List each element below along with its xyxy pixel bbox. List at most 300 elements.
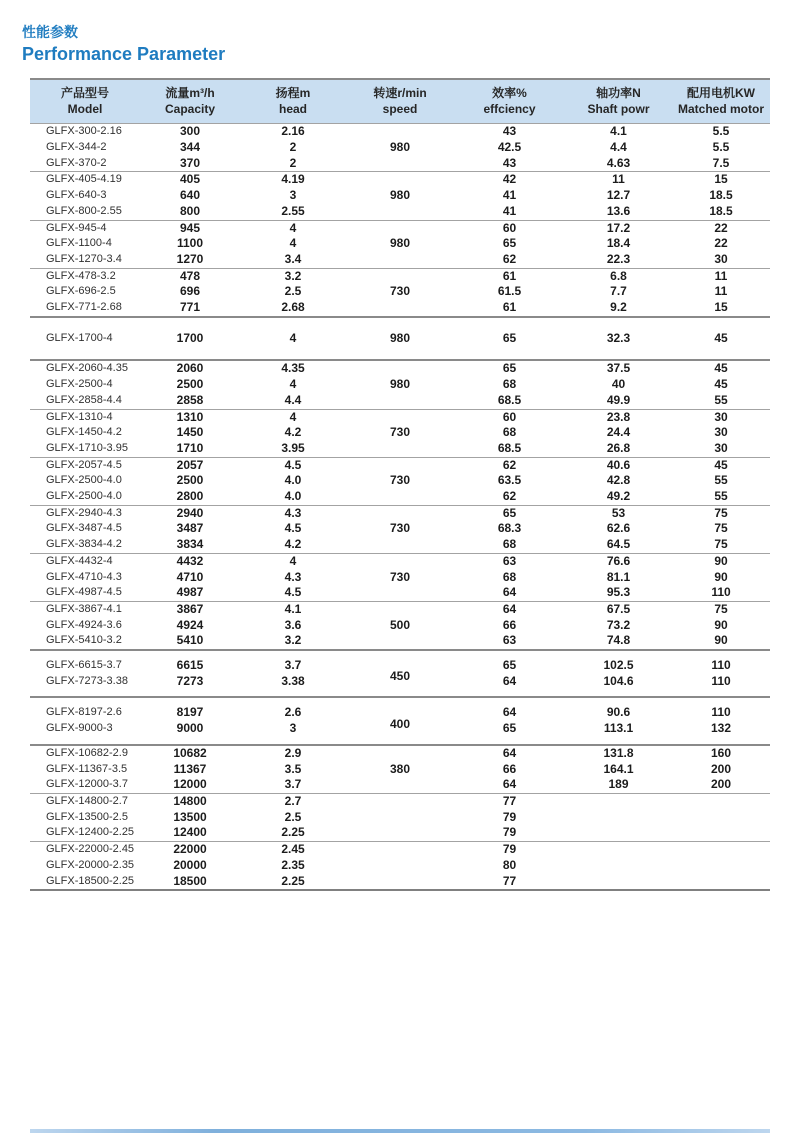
shaft-power-cell: 17.2	[606, 220, 631, 235]
model-cell: GLFX-4987-4.5	[46, 586, 122, 599]
head-cell: 3.7	[284, 777, 302, 792]
model-cell: GLFX-2940-4.3	[46, 506, 122, 519]
header-row	[30, 79, 770, 124]
model-group	[30, 842, 770, 891]
head-cell: 2.5	[284, 284, 302, 299]
model-cell: GLFX-1270-3.4	[46, 252, 122, 265]
table-row	[30, 360, 770, 377]
capacity-cell: 3834	[176, 537, 204, 552]
shaft-power-cell: 4.4	[610, 139, 627, 154]
motor-cell: 90	[714, 553, 728, 568]
shaft-power-cell: 81.1	[606, 569, 631, 584]
capacity-cell: 1100	[176, 236, 204, 251]
table-row	[30, 553, 770, 569]
model-group	[30, 317, 770, 361]
shaft-power-cell: 49.2	[606, 489, 631, 504]
capacity-cell: 771	[179, 300, 201, 315]
speed-cell: 500	[389, 617, 411, 632]
capacity-cell: 3867	[176, 601, 204, 616]
efficiency-cell: 65	[502, 721, 517, 736]
head-cell: 4.0	[284, 489, 302, 504]
head-cell: 2	[289, 139, 297, 154]
head-cell: 4.35	[281, 361, 305, 376]
model-cell: GLFX-5410-3.2	[46, 634, 122, 647]
motor-cell: 110	[711, 673, 731, 688]
model-cell: GLFX-478-3.2	[46, 269, 116, 282]
page-title-zh: 性能参数	[22, 24, 78, 40]
shaft-power-cell: 22.3	[606, 251, 631, 266]
table-row	[30, 697, 770, 721]
motor-cell	[672, 825, 770, 841]
efficiency-cell: 61	[502, 300, 517, 315]
head-cell: 4.4	[284, 392, 302, 407]
shaft-power-cell: 4.1	[610, 124, 627, 139]
capacity-cell: 14800	[173, 794, 207, 808]
efficiency-cell: 79	[502, 825, 517, 840]
capacity-cell: 370	[179, 155, 201, 170]
motor-cell: 75	[714, 521, 728, 536]
model-cell: GLFX-1700-4	[46, 331, 113, 344]
model-group	[30, 505, 770, 553]
speed-cell: 980	[389, 377, 411, 392]
model-cell: GLFX-370-2	[46, 156, 107, 169]
efficiency-cell: 62	[502, 457, 517, 472]
efficiency-cell: 65	[502, 505, 517, 520]
efficiency-cell: 68	[502, 377, 517, 392]
table-row	[30, 220, 770, 236]
model-cell: GLFX-800-2.55	[46, 204, 122, 217]
model-cell: GLFX-2057-4.5	[46, 458, 122, 471]
capacity-cell: 1270	[176, 251, 204, 266]
head-cell: 2.7	[284, 794, 302, 808]
shaft-power-cell: 24.4	[606, 425, 631, 440]
col-header-model: 产品型号 Model	[60, 86, 109, 116]
capacity-cell: 300	[179, 124, 201, 139]
efficiency-cell: 79	[502, 842, 517, 857]
head-cell: 4	[289, 236, 297, 251]
motor-cell	[672, 874, 770, 891]
shaft-power-cell: 102.5	[603, 658, 634, 673]
shaft-power-cell: 104.6	[603, 673, 634, 688]
shaft-power-cell	[565, 874, 672, 891]
table-row	[30, 794, 770, 810]
speed-cell: 400	[389, 716, 411, 731]
motor-cell: 11	[714, 268, 728, 283]
motor-cell: 18.5	[709, 188, 733, 203]
capacity-cell: 1710	[176, 440, 204, 455]
model-cell: GLFX-2500-4.0	[46, 474, 122, 487]
table-row	[30, 745, 770, 762]
shaft-power-cell	[565, 842, 672, 858]
head-cell: 3.2	[284, 268, 302, 283]
motor-cell: 30	[714, 251, 728, 266]
model-cell: GLFX-11367-3.5	[46, 762, 128, 775]
model-cell: GLFX-4924-3.6	[46, 618, 122, 631]
shaft-power-cell: 113.1	[603, 721, 634, 736]
model-group	[30, 409, 770, 457]
efficiency-cell: 63	[502, 633, 517, 648]
efficiency-cell: 77	[502, 873, 517, 888]
efficiency-cell: 65	[502, 361, 517, 376]
shaft-power-cell: 6.8	[610, 268, 627, 283]
head-cell: 4.5	[284, 585, 302, 600]
shaft-power-cell: 74.8	[606, 633, 631, 648]
head-cell: 3.2	[284, 633, 302, 648]
shaft-power-cell: 32.3	[606, 330, 631, 345]
shaft-power-cell	[565, 810, 672, 826]
shaft-power-cell: 9.2	[610, 300, 627, 315]
model-cell: GLFX-2060-4.35	[46, 362, 128, 375]
motor-cell: 18.5	[709, 203, 733, 218]
efficiency-cell: 64	[502, 673, 517, 688]
head-cell: 4	[289, 377, 297, 392]
model-cell: GLFX-1310-4	[46, 410, 113, 423]
head-cell: 2.35	[281, 857, 305, 872]
motor-cell	[672, 810, 770, 826]
efficiency-cell: 61	[502, 268, 517, 283]
model-cell: GLFX-8197-2.6	[46, 706, 122, 719]
capacity-cell: 4987	[176, 585, 204, 600]
model-cell: GLFX-696-2.5	[46, 285, 116, 298]
head-cell: 4.1	[284, 601, 302, 616]
capacity-cell: 344	[179, 139, 201, 154]
table-row	[30, 124, 770, 140]
col-header-shaft-power: 轴功率N Shaft powr	[587, 86, 650, 116]
capacity-cell: 1450	[176, 425, 204, 440]
motor-cell: 45	[714, 330, 728, 345]
efficiency-cell: 43	[502, 124, 517, 139]
shaft-power-cell: 53	[611, 505, 626, 520]
shaft-power-cell: 67.5	[606, 601, 631, 616]
efficiency-cell: 66	[502, 617, 517, 632]
efficiency-cell: 66	[502, 761, 517, 776]
capacity-cell: 4710	[176, 569, 204, 584]
motor-cell: 110	[711, 658, 731, 673]
capacity-cell: 13500	[173, 809, 207, 824]
model-cell: GLFX-1450-4.2	[46, 426, 122, 439]
table-row	[30, 601, 770, 617]
head-cell: 2.9	[284, 745, 302, 760]
capacity-cell: 7273	[176, 673, 204, 688]
head-cell: 4	[289, 330, 297, 345]
efficiency-cell: 80	[502, 857, 517, 872]
shaft-power-cell: 37.5	[606, 361, 631, 376]
model-group	[30, 745, 770, 794]
head-cell: 3.7	[284, 658, 302, 673]
capacity-cell: 478	[179, 268, 201, 283]
speed-cell	[346, 794, 454, 842]
table-row	[30, 505, 770, 521]
efficiency-cell: 42	[502, 172, 517, 187]
table-header	[30, 79, 770, 124]
col-header-capacity: 流量m³/h Capacity	[164, 86, 216, 116]
col-header-speed: 转速r/min speed	[373, 86, 427, 116]
speed-cell: 380	[389, 761, 411, 776]
head-cell: 2.68	[281, 300, 305, 315]
head-cell: 4.2	[284, 537, 302, 552]
model-cell: GLFX-945-4	[46, 221, 107, 234]
model-group	[30, 268, 770, 317]
shaft-power-cell: 4.63	[606, 155, 631, 170]
model-cell: GLFX-4710-4.3	[46, 570, 122, 583]
shaft-power-cell: 12.7	[606, 188, 631, 203]
motor-cell: 5.5	[712, 139, 730, 154]
model-cell: GLFX-3487-4.5	[46, 522, 122, 535]
motor-cell: 55	[714, 392, 728, 407]
model-cell: GLFX-300-2.16	[46, 125, 122, 138]
capacity-cell: 2858	[176, 392, 204, 407]
efficiency-cell: 79	[502, 809, 517, 824]
motor-cell: 15	[714, 172, 728, 187]
speed-cell: 450	[389, 669, 411, 684]
motor-cell: 200	[710, 777, 732, 792]
motor-cell: 30	[714, 440, 728, 455]
shaft-power-cell: 7.7	[610, 284, 627, 299]
model-cell: GLFX-640-3	[46, 189, 107, 202]
head-cell: 4.19	[281, 172, 305, 187]
capacity-cell: 2940	[176, 505, 204, 520]
table-row	[30, 317, 770, 361]
shaft-power-cell: 13.6	[606, 203, 631, 218]
col-header-head: 扬程m head	[275, 86, 311, 116]
capacity-cell: 6615	[176, 658, 204, 673]
shaft-power-cell: 73.2	[606, 617, 631, 632]
head-cell: 3.38	[281, 673, 305, 688]
model-cell: GLFX-405-4.19	[46, 173, 122, 186]
col-header-efficiency: 效率% effciency	[483, 86, 536, 116]
head-cell: 3.6	[284, 617, 302, 632]
model-cell: GLFX-14800-2.7	[46, 795, 128, 807]
page-title-en: Performance Parameter	[22, 43, 226, 64]
efficiency-cell: 64	[502, 705, 517, 720]
model-cell: GLFX-344-2	[46, 140, 107, 153]
table-row	[30, 409, 770, 425]
capacity-cell: 8197	[176, 705, 204, 720]
table-row	[30, 650, 770, 674]
shaft-power-cell: 164.1	[603, 761, 634, 776]
motor-cell: 30	[714, 409, 728, 424]
model-group	[30, 172, 770, 220]
head-cell: 3.5	[284, 761, 302, 776]
model-cell: GLFX-4432-4	[46, 554, 113, 567]
shaft-power-cell: 42.8	[606, 473, 631, 488]
motor-cell: 30	[714, 425, 728, 440]
model-cell: GLFX-2858-4.4	[46, 393, 122, 406]
model-cell: GLFX-7273-3.38	[46, 674, 128, 687]
motor-cell: 110	[711, 705, 731, 720]
capacity-cell: 22000	[173, 842, 207, 857]
motor-cell	[672, 858, 770, 874]
efficiency-cell: 68.3	[497, 521, 522, 536]
capacity-cell: 2060	[176, 361, 204, 376]
motor-cell: 75	[714, 505, 728, 520]
head-cell: 4	[289, 553, 297, 568]
head-cell: 2.25	[281, 825, 305, 840]
efficiency-cell: 43	[502, 155, 517, 170]
shaft-power-cell: 49.9	[606, 392, 631, 407]
capacity-cell: 1700	[176, 330, 204, 345]
shaft-power-cell: 40.6	[606, 457, 631, 472]
capacity-cell: 12000	[173, 777, 207, 792]
shaft-power-cell: 189	[608, 777, 629, 792]
speed-cell: 980	[389, 188, 411, 203]
shaft-power-cell	[565, 794, 672, 810]
motor-cell: 132	[710, 721, 732, 736]
model-group	[30, 360, 770, 409]
model-group	[30, 794, 770, 842]
head-cell: 4.5	[284, 521, 302, 536]
table-row	[30, 172, 770, 188]
speed-cell: 730	[389, 521, 411, 536]
speed-cell: 980	[389, 330, 411, 345]
head-cell: 2.16	[281, 124, 305, 139]
head-cell: 3	[289, 721, 297, 736]
motor-cell	[672, 794, 770, 810]
efficiency-cell: 68	[502, 569, 517, 584]
model-cell: GLFX-3834-4.2	[46, 538, 122, 551]
col-header-matched-motor: 配用电机KW Matched motor	[677, 86, 764, 116]
title-block	[0, 0, 800, 65]
model-cell: GLFX-771-2.68	[46, 301, 122, 314]
motor-cell: 75	[714, 537, 728, 552]
table-row	[30, 842, 770, 858]
shaft-power-cell: 26.8	[606, 440, 631, 455]
model-cell: GLFX-9000-3	[46, 722, 113, 735]
efficiency-cell: 64	[502, 745, 517, 760]
shaft-power-cell: 95.3	[606, 585, 631, 600]
model-group	[30, 697, 770, 744]
table-row	[30, 457, 770, 473]
table-row	[30, 268, 770, 284]
model-group	[30, 220, 770, 268]
shaft-power-cell: 76.6	[606, 553, 631, 568]
efficiency-cell: 68	[502, 537, 517, 552]
motor-cell: 160	[710, 745, 732, 760]
head-cell: 2.5	[284, 809, 302, 824]
head-cell: 2.45	[281, 842, 305, 857]
model-cell: GLFX-1710-3.95	[46, 441, 128, 454]
shaft-power-cell: 64.5	[606, 537, 631, 552]
efficiency-cell: 61.5	[497, 284, 522, 299]
capacity-cell: 18500	[173, 873, 207, 888]
model-cell: GLFX-2500-4.0	[46, 490, 122, 503]
shaft-power-cell: 131.8	[603, 745, 634, 760]
efficiency-cell: 64	[502, 777, 517, 792]
efficiency-cell: 68.5	[497, 440, 522, 455]
shaft-power-cell: 11	[612, 172, 625, 187]
motor-cell: 22	[714, 236, 728, 251]
efficiency-cell: 64	[502, 601, 517, 616]
efficiency-cell: 62	[502, 489, 517, 504]
capacity-cell: 800	[179, 203, 201, 218]
efficiency-cell: 65	[502, 658, 517, 673]
efficiency-cell: 63.5	[497, 473, 522, 488]
efficiency-cell: 41	[502, 188, 517, 203]
head-cell: 4	[289, 220, 297, 235]
model-cell: GLFX-12400-2.25	[46, 826, 135, 839]
capacity-cell: 4432	[176, 553, 204, 568]
model-cell: GLFX-13500-2.5	[46, 810, 128, 823]
capacity-cell: 945	[179, 220, 201, 235]
efficiency-cell: 77	[502, 794, 517, 808]
head-cell: 3.4	[284, 251, 302, 266]
model-cell: GLFX-3867-4.1	[46, 602, 122, 615]
head-cell: 4.3	[284, 569, 302, 584]
head-cell: 2.25	[281, 873, 305, 888]
motor-cell: 45	[714, 361, 728, 376]
capacity-cell: 2057	[176, 457, 204, 472]
efficiency-cell: 65	[502, 330, 517, 345]
model-cell: GLFX-20000-2.35	[46, 858, 135, 871]
head-cell: 3	[289, 188, 297, 203]
motor-cell: 5.5	[712, 124, 730, 139]
model-group	[30, 553, 770, 601]
head-cell: 3.95	[281, 440, 305, 455]
motor-cell: 200	[710, 761, 732, 776]
speed-cell: 980	[389, 236, 411, 251]
capacity-cell: 11367	[173, 761, 207, 776]
model-cell: GLFX-6615-3.7	[46, 659, 122, 672]
shaft-power-cell: 18.4	[606, 236, 631, 251]
capacity-cell: 1310	[176, 409, 204, 424]
performance-table	[30, 78, 770, 891]
capacity-cell: 9000	[176, 721, 204, 736]
motor-cell: 90	[714, 569, 728, 584]
head-cell: 4	[289, 409, 297, 424]
motor-cell: 15	[714, 300, 728, 315]
capacity-cell: 10682	[173, 745, 207, 760]
motor-cell: 22	[714, 220, 728, 235]
model-cell: GLFX-1100-4	[46, 237, 112, 250]
shaft-power-cell	[565, 825, 672, 841]
capacity-cell: 2500	[176, 377, 204, 392]
model-cell: GLFX-22000-2.45	[46, 843, 135, 856]
head-cell: 4.3	[284, 505, 302, 520]
model-cell: GLFX-2500-4	[46, 378, 113, 391]
model-group	[30, 124, 770, 172]
efficiency-cell: 68	[502, 425, 517, 440]
motor-cell: 90	[714, 617, 728, 632]
capacity-cell: 4924	[176, 617, 204, 632]
head-cell: 2.6	[284, 705, 302, 720]
capacity-cell: 2800	[176, 489, 204, 504]
capacity-cell: 5410	[176, 633, 204, 648]
motor-cell: 45	[714, 457, 728, 472]
efficiency-cell: 60	[502, 220, 517, 235]
model-group	[30, 601, 770, 650]
speed-cell: 730	[389, 425, 411, 440]
shaft-power-cell: 40	[611, 377, 626, 392]
shaft-power-cell: 62.6	[606, 521, 631, 536]
efficiency-cell: 42.5	[497, 139, 522, 154]
motor-cell	[672, 842, 770, 858]
motor-cell: 110	[711, 585, 731, 600]
model-group	[30, 457, 770, 505]
head-cell: 4.2	[284, 425, 302, 440]
shaft-power-cell: 23.8	[606, 409, 631, 424]
efficiency-cell: 68.5	[497, 392, 522, 407]
head-cell: 2.55	[281, 203, 305, 218]
model-group	[30, 650, 770, 697]
model-cell: GLFX-18500-2.25	[46, 874, 135, 887]
motor-cell: 7.5	[712, 155, 730, 170]
footer-rule	[30, 1129, 770, 1133]
speed-cell	[346, 842, 454, 891]
capacity-cell: 2500	[176, 473, 204, 488]
motor-cell: 55	[714, 489, 728, 504]
head-cell: 4.0	[284, 473, 302, 488]
speed-cell: 730	[389, 473, 411, 488]
